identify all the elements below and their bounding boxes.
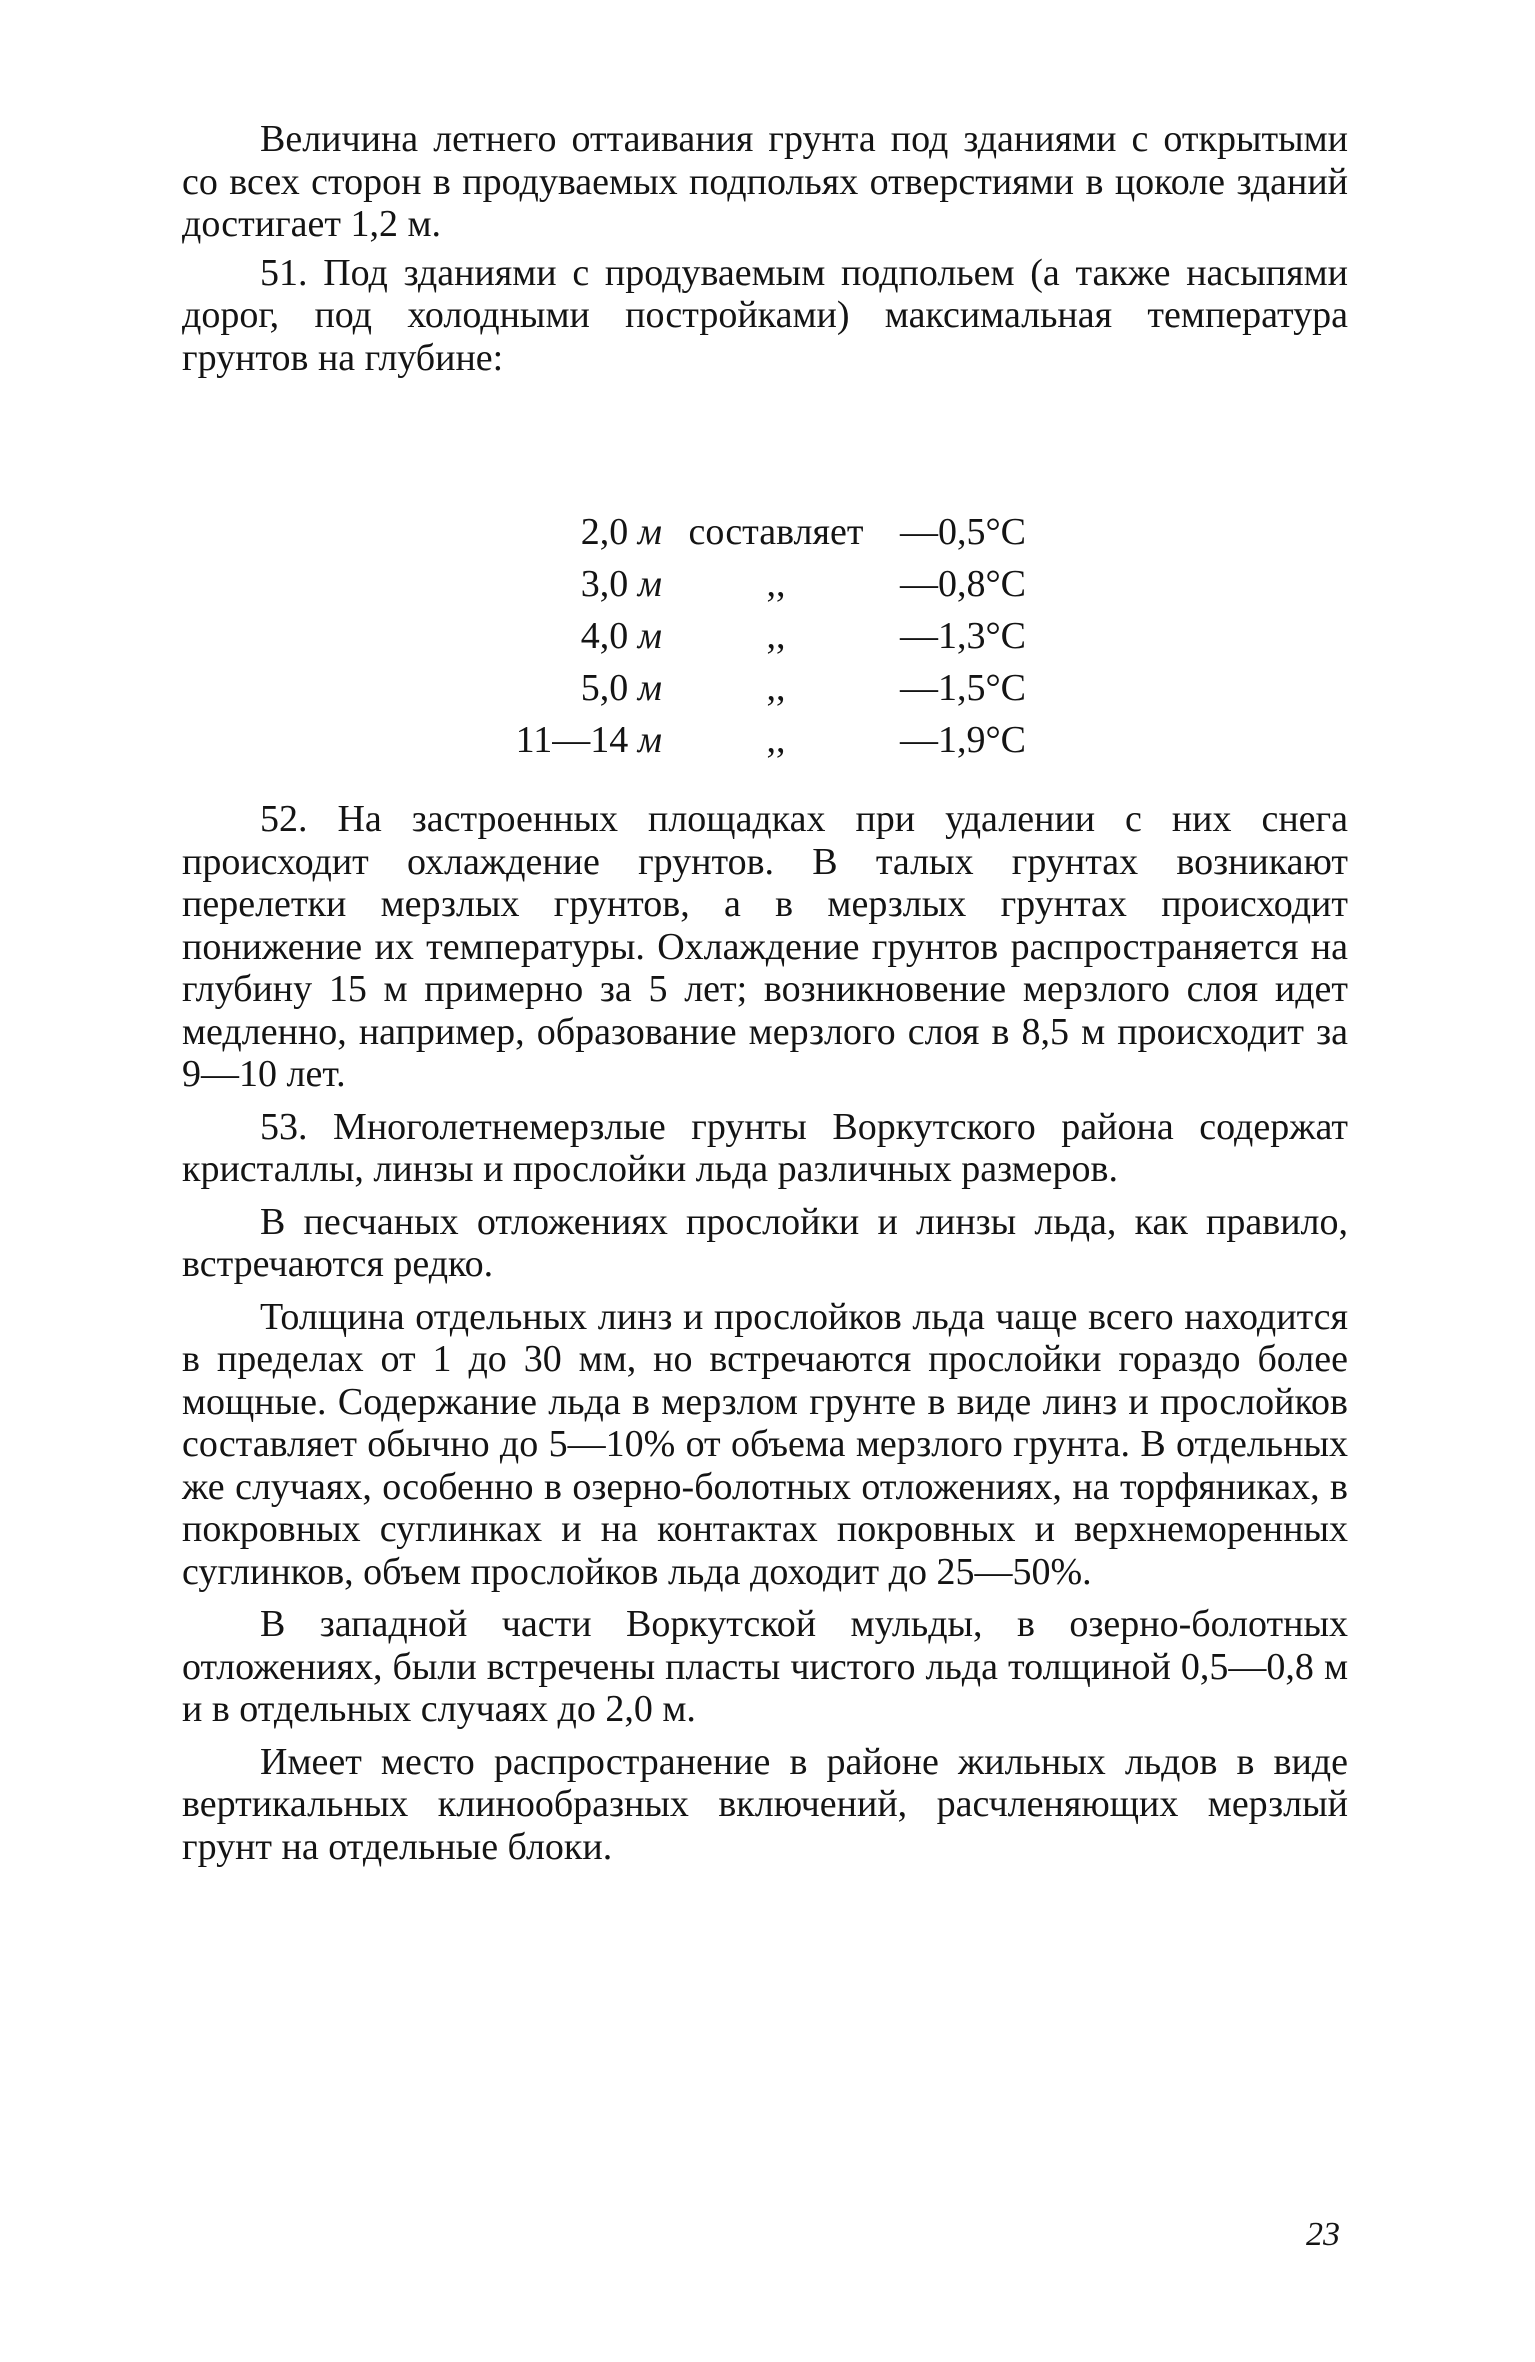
- paragraph-ice-wedges: Имеет место распространение в районе жильных льдов в виде вертикальных клинообразных включений, расчленяющих мерзлый грунт на отдельные блоки.: [182, 1740, 1348, 1868]
- depth-temperature-table: [508, 506, 1026, 766]
- depth-value: 4,0: [580, 615, 629, 657]
- depth-value: 3,0: [580, 563, 629, 605]
- paragraph-53: 53. Многолетнемерзлые грунты Воркутского района содержат кристаллы, линзы и прослойки льда различных размеров.: [182, 1105, 1348, 1190]
- text-section-top: [182, 118, 1348, 379]
- ditto-mark: ,,: [766, 615, 786, 657]
- temperature-cell: —1,5°С: [899, 667, 1026, 709]
- temperature-cell: —1,3°С: [899, 615, 1026, 657]
- depth-value: 5,0: [580, 667, 629, 709]
- depth-unit: м: [637, 511, 662, 553]
- depth-unit: м: [637, 563, 662, 605]
- paragraph-thaw-depth: Величина летнего оттаивания грунта под зданиями с открытыми со всех сторон в продуваемых подпольях отверстиями в цоколе зданий достигает 1,2 м.: [182, 118, 1348, 245]
- text-section-main: [182, 798, 1348, 1868]
- temperature-cell: —1,9°С: [899, 719, 1026, 761]
- depth-unit: м: [637, 667, 662, 709]
- paragraph-vorkuta-ice-layers: В западной части Воркутской мульды, в озерно-болотных отложениях, были встречены пласты чистого льда толщиной 0,5—0,8 м и в отдельных случаях до 2,0 м.: [182, 1603, 1348, 1730]
- page-number: 23: [1306, 2216, 1340, 2253]
- depth-value: 2,0: [580, 511, 629, 553]
- ditto-mark: ,,: [766, 563, 786, 605]
- verb-cell: составляет: [688, 511, 864, 553]
- depth-unit: м: [637, 615, 662, 657]
- temperature-cell: —0,5°С: [899, 511, 1026, 553]
- temperature-cell: —0,8°С: [899, 563, 1026, 605]
- table-row: [508, 558, 1026, 610]
- table-row: [508, 506, 1026, 558]
- table-row: [508, 610, 1026, 662]
- ditto-mark: ,,: [766, 667, 786, 709]
- ditto-mark: ,,: [766, 719, 786, 761]
- paragraph-52: 52. На застроенных площадках при удалении с них снега происходит охлаждение грунтов. В талых грунтах возникают перелетки мерзлых грунтов, а в мерзлых грунтах происходит понижение их температуры. Охлаждение грунтов распространяется на глубину 15 м примерно за 5 лет; возникновение мерзлого слоя идет медленно, например, образование мерзлого слоя в 8,5 м происходит за 9—10 лет.: [182, 798, 1348, 1095]
- depth-unit: м: [637, 719, 662, 761]
- paragraph-sandy-deposits: В песчаных отложениях прослойки и линзы льда, как правило, встречаются редко.: [182, 1200, 1348, 1285]
- table-row: [508, 662, 1026, 714]
- table-row: [508, 714, 1026, 766]
- paragraph-51: 51. Под зданиями с продуваемым подпольем (а также насыпями дорог, под холодными постройками) максимальная температура грунтов на глубине:: [182, 251, 1348, 379]
- paragraph-ice-thickness: Толщина отдельных линз и прослойков льда чаще всего находится в пределах от 1 до 30 мм, но встречаются прослойки гораздо более мощные. Содержание льда в мерзлом грунте в виде линз и прослойков составляет обычно до 5—10% от объема мерзлого грунта. В отдельных же случаях, особенно в озерно-болотных отложениях, на торфяниках, в покровных суглинках и на контактах покровных и верхнеморенных суглинков, объем прослойков льда доходит до 25—50%.: [182, 1295, 1348, 1593]
- depth-value: 11—14: [515, 719, 629, 761]
